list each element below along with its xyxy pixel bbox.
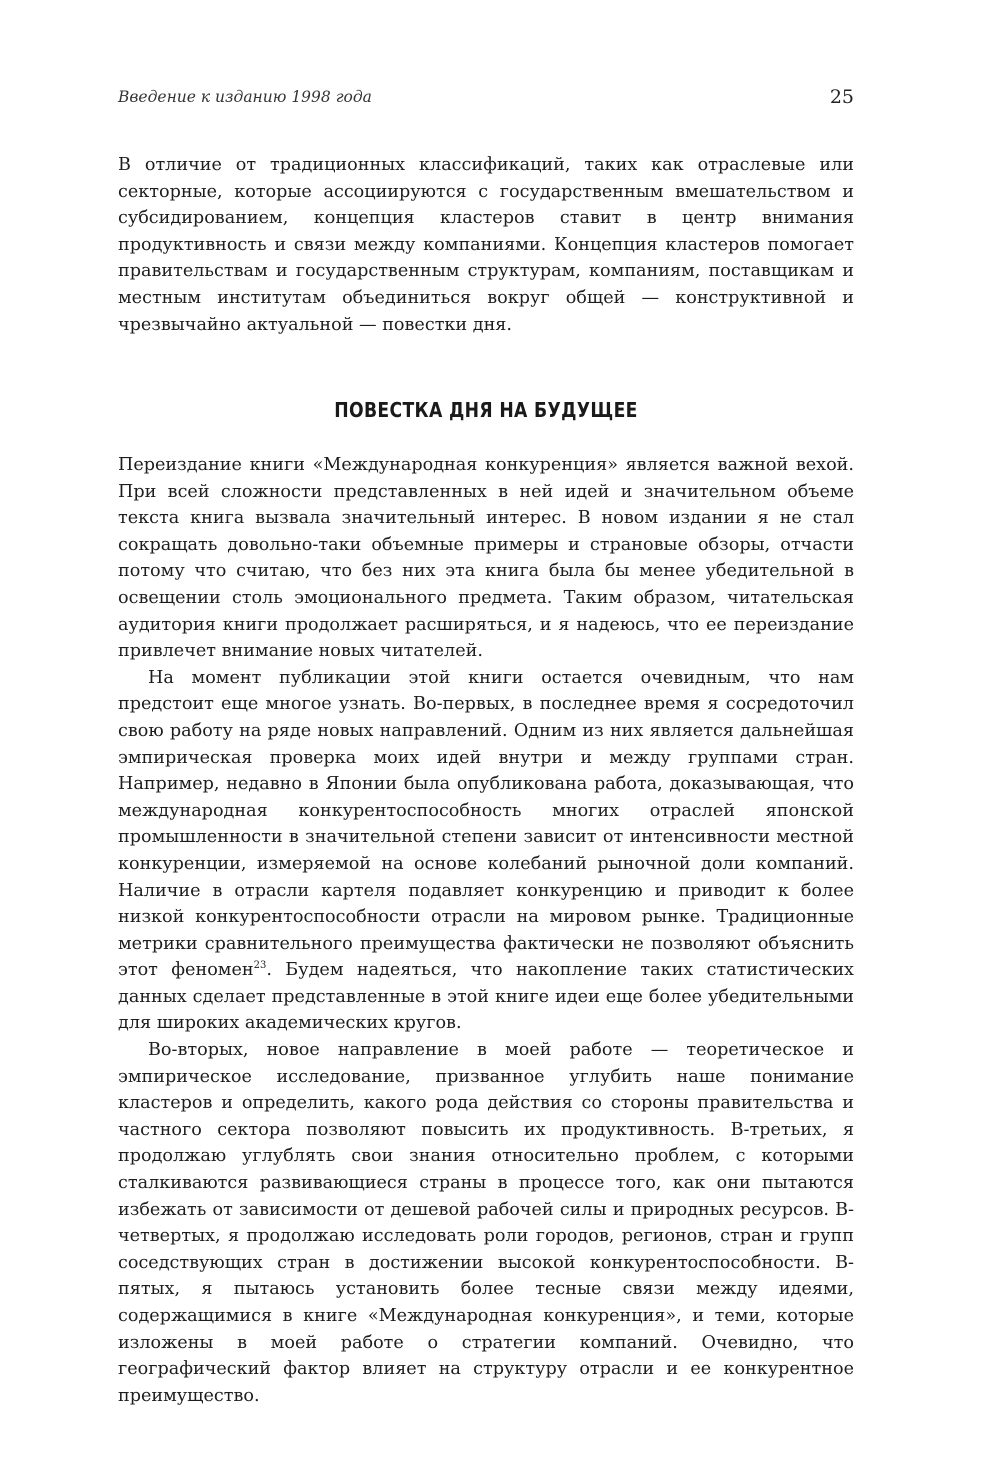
intro-paragraph: В отличие от традиционных классификаций, таких как отраслевые или секторные, которые ассоциируются с государственным вмешательством и субсидированием, концепция кластеров ставит в центр внимания продуктивность и связи между компаниями. Концепция кластеров помогает правительствам и государственным структурам, компаниям, поставщикам и местным институтам объединиться вокруг общей — конструктивной и чрезвычайно актуальной — повестки дня. [118,155,854,335]
intro-text [118,152,854,338]
paragraph-2 [118,665,854,1037]
page-number: 25 [829,86,854,108]
running-head [118,88,854,118]
paragraph-2-part-1: На момент публикации этой книги остается очевидным, что нам предстоит еще многое узнать. Во-первых, в последнее время я сосредоточил свою работу на ряде новых направлений. Одним из них является дальнейшая эмпирическая проверка моих идей внутри и между группами стран. Например, недавно в Японии была опубликована работа, доказывающая, что международная конкурентоспособность многих отраслей японской промышленности в значительной степени зависит от интенсивности местной конкуренции, измеряемой на основе колебаний рыночной доли компаний. Наличие в отрасли картеля подавляет конкуренцию и приводит к более низкой конкурентоспособности отрасли на мировом рынке. Традиционные метрики сравнительного преимущества фактически не позволяют объяснить этот феномен [118,667,854,981]
section-body [118,452,854,1409]
paragraph-3: Во-вторых, новое направление в моей работе — теоретическое и эмпирическое исследование, призванное углубить наше понимание кластеров и определить, какого рода действия со стороны правительства и частного сектора позволяют повысить их продуктивность. В-третьих, я продолжаю углублять свои знания относительно проблем, с которыми сталкиваются развивающиеся страны в процессе того, как они пытаются избежать от зависимости от дешевой рабочей силы и природных ресурсов. В-четвертых, я продолжаю исследовать роли городов, регионов, стран и групп соседствующих стран в достижении высокой конкурентоспособности. В-пятых, я пытаюсь установить более тесные связи между идеями, содержащимися в книге «Международная конкуренция», и теми, которые изложены в моей работе о стратегии компаний. Очевидно, что географический фактор влияет на структуру отрасли и ее конкурентное преимущество. [118,1040,854,1406]
footnote-ref[interactable]: 23 [253,960,267,972]
section-heading: ПОВЕСТКА ДНЯ НА БУДУЩЕЕ [334,398,638,422]
paragraph-2-part-2: . Будем надеяться, что накопление таких статистических данных сделает представленные в этой книге идеи еще более убедительными для широких академических кругов. [118,960,854,1034]
running-title: Введение к изданию 1998 года [118,88,372,106]
paragraph-1: Переиздание книги «Международная конкуренция» является важной вехой. При всей сложности представленных в ней идей и значительном объеме текста книга вызвала значительный интерес. В новом издании я не стал сокращать довольно-таки объемные примеры и страновые обзоры, отчасти потому что считаю, что без них эта книга была бы менее убедительной в освещении столь эмоционального предмета. Таким образом, читательская аудитория книги продолжает расширяться, и я надеюсь, что ее переиздание привлечет внимание новых читателей. [118,455,854,662]
